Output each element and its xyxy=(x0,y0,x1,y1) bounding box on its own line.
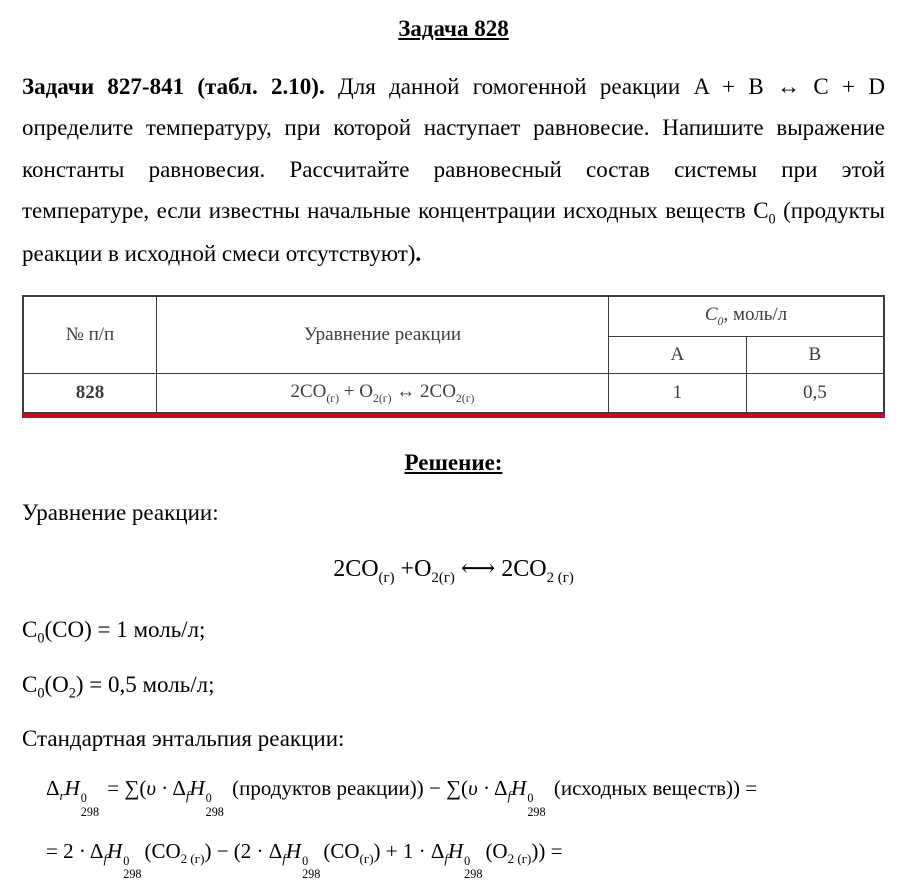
reaction-equation: $2CO_{(г)} +O_{2(г)}$ ⟷ $2CO_{2 (г)}$ xyxy=(333,556,574,587)
cell-concentration-a: 1 xyxy=(608,373,746,413)
cell-concentration-b: 0,5 xyxy=(746,373,884,413)
col-header-num: № п/п xyxy=(23,296,156,373)
solution-heading: Решение: xyxy=(404,450,503,476)
c0-co-line: $C_0(CO) = 1$ моль/л; xyxy=(22,617,206,647)
cell-reaction-equation: $2CO_{(г)} + O_{2(г)}$ ↔ $2CO_{2(г)}$ xyxy=(156,373,608,413)
col-header-equation: Уравнение реакции xyxy=(156,296,608,373)
table-row xyxy=(23,373,884,413)
col-header-c0: $C_0$, моль/л xyxy=(608,296,884,336)
c0-o2-line: $C_0(O_2) = 0,5$ моль/л; xyxy=(22,671,215,702)
reaction-equation-label: Уравнение реакции: xyxy=(22,500,219,526)
enthalpy-formula-line2: = $2 \cdot \Delta_fH$ 0 298 $(CO_{2 (г)}) - (2 \cdot \Delta_fH$ 0 298 $(CO_{(г)}) + 1 \cdot \Delta_fH$ 0 298 $(O_{2 (г)})$) = xyxy=(46,838,563,881)
page-title: Задача 828 xyxy=(398,16,509,41)
col-header-b: В xyxy=(746,336,884,373)
problem-statement: Задачи 827-841 (табл. 2.10). Для данной гомогенной реакции A + B ↔ C + D определите температуру, при которой наступает равновесие. Напишите выражение константы равновесия. Рассчитайте равновесный состав системы при этой температуре, если известны начальные концентрации исходных веществ $C_0$ (продукты реакции в исходной смеси отсутствуют). xyxy=(22,74,885,267)
enthalpy-label: Стандартная энтальпия реакции: xyxy=(22,726,345,752)
col-header-a: А xyxy=(608,336,746,373)
enthalpy-formula-line1: $\Delta_rH$ 0 298 = $\sum(\upsilon \cdot \Delta_fH$ 0 298 (продуктов реакции)) − $\sum(\upsilon \cdot \Delta_fH$ 0 298 (исходных веществ)) = xyxy=(46,776,758,819)
cell-task-number: 828 xyxy=(23,373,156,413)
table-header-row xyxy=(23,296,884,336)
conditions-table xyxy=(22,295,885,415)
red-divider xyxy=(22,414,885,418)
